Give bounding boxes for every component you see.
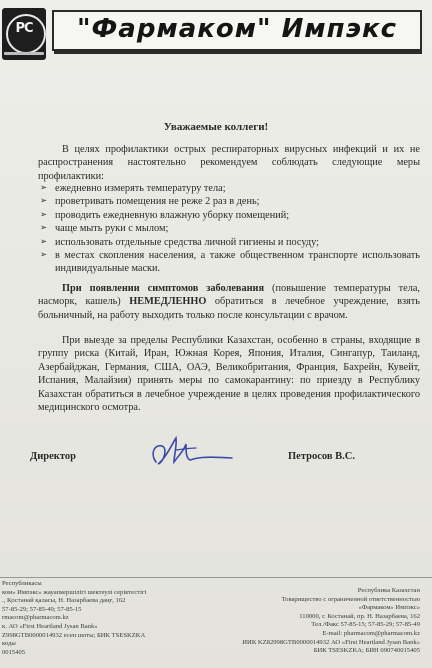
footer-line: 110000, г. Костанай, пр. Н. Назарбаева, 162 bbox=[299, 612, 420, 620]
footer-line: Z998GTB0000014932 есеп шоты; БИК TSESKZKA bbox=[2, 631, 146, 639]
footer-line: Товарищество с ограниченной ответственностью bbox=[281, 595, 420, 603]
footer-line: rmacom@pharmacom.kz bbox=[2, 614, 69, 622]
footer-line: к. АО «First Heartland Jysan Bank» bbox=[2, 622, 98, 630]
list-item: ➢ проветривать помещения не реже 2 раз в день; bbox=[38, 195, 420, 208]
symptoms-paragraph bbox=[38, 282, 420, 322]
measures-list bbox=[38, 182, 420, 276]
list-item: ➢ ежедневно измерять температуру тела; bbox=[38, 182, 420, 195]
letterhead-box bbox=[52, 10, 422, 51]
footer-line: «Фармаком» Импэкс» bbox=[358, 604, 420, 612]
list-item: ➢ в местах скопления населения, а также общественном транспорте использовать индивидуальные маски. bbox=[38, 249, 420, 276]
footer-line: ИИК KZ82998GTB0000014932 АО «First Heartland Jysan Bank» bbox=[242, 638, 420, 646]
logo-text: РС bbox=[15, 21, 33, 36]
logo-ribbon-icon bbox=[4, 52, 44, 55]
footer-line: Республикасы bbox=[2, 580, 42, 587]
greeting: Уважаемые коллеги! bbox=[163, 121, 269, 133]
list-item: ➢ использовать отдельные средства личной гигиены и посуду; bbox=[38, 236, 420, 249]
footer-line: Тел./Факс 57-85-15; 57-85-29; 57-85-49 bbox=[311, 621, 420, 629]
company-logo bbox=[2, 8, 46, 60]
footer-line: E-mail: pharmacom@pharmacom.kz bbox=[322, 629, 420, 637]
footer-line: ком» Импэкс» жауапкершілігі шектеулі серіктестігі bbox=[2, 588, 147, 596]
signatory-role: Директор bbox=[30, 451, 76, 462]
list-item: ➢ проводить ежедневную влажную уборку помещений; bbox=[38, 209, 420, 222]
footer-line: 57-85-29; 57-85-49; 57-85-15 bbox=[2, 605, 82, 613]
symptoms-examples: (повышение температуры тела, насморк, кашель) bbox=[38, 283, 420, 308]
footer-requisites-kazakh bbox=[2, 580, 146, 657]
footer-line: ., Қостанай қаласы, Н. Назарбаева даңғ, 162 bbox=[2, 597, 126, 605]
intro-paragraph: В целях профилактики острых респираторных вирусных инфекций и их не распространения настоятельно рекомендуем соблюдать следующие меры профилактики: bbox=[38, 144, 420, 182]
symptoms-emphasis: НЕМЕДЛЕННО bbox=[129, 296, 207, 308]
company-name: "Фармаком" Импэкс bbox=[76, 14, 398, 44]
footer-requisites-russian bbox=[242, 587, 420, 656]
list-item: ➢ чаще мыть руки с мылом; bbox=[38, 222, 420, 235]
footer-line: Республика Казахстан bbox=[357, 587, 420, 594]
footer-line: коды bbox=[2, 640, 16, 648]
symptoms-lead: При появлении симптомов заболевания bbox=[62, 283, 265, 294]
signatory-name: Петросов В.С. bbox=[288, 451, 355, 462]
symptoms-instructions: обратиться в лечебное учреждение, взять больничный, на работу выходить только после консультации с врачом. bbox=[38, 296, 420, 321]
travel-paragraph: При выезде за пределы Республики Казахстан, особенно в страны, входящие в группу риска (Китай, Иран, Южная Корея, Япония, Италия, Сингапур, Таиланд, Азербайджан, Германия, США, ОАЭ, Великобритания, Франция, Бахрейн, Кувейт, Испания, Малайзия) принять меры по самокарантину: по приезду в Республику Казахстан обратиться в лечебное учреждение в целях проведения профилактического медицинского осмотра. bbox=[38, 335, 420, 414]
handwritten-signature bbox=[146, 432, 238, 472]
letterhead-underline bbox=[54, 51, 422, 54]
footer-divider bbox=[0, 577, 432, 578]
footer-line: 0015405 bbox=[2, 648, 26, 656]
footer-line: БИК TSESKZKA; БИН 090740015405 bbox=[313, 647, 420, 655]
